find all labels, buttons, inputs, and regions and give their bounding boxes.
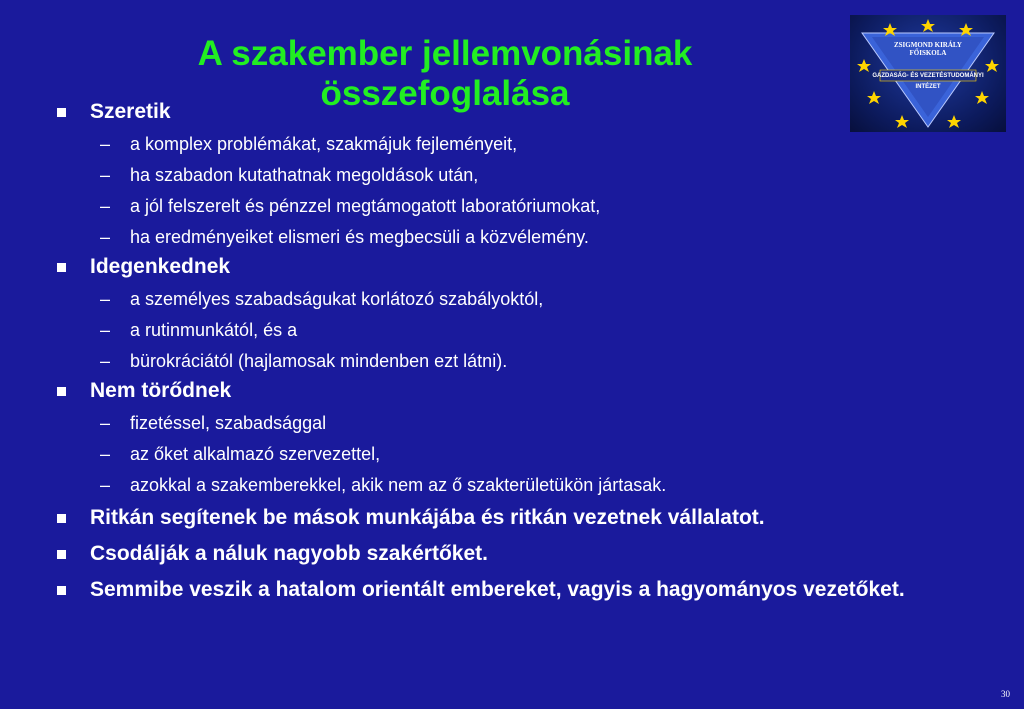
bullet-item: [50, 576, 1000, 604]
bullet-item-nem-torodnek: [50, 377, 1000, 405]
dash-icon: –: [100, 475, 111, 495]
dash-icon: –: [100, 444, 111, 464]
logo-institution-name: ZSIGMOND KIRÁLY FŐISKOLA: [893, 41, 962, 57]
logo-institute-name: GAZDASÁG- ÉS VEZETÉSTUDOMÁNYI INTÉZET: [872, 73, 984, 90]
bullet-item-szeretik: [50, 98, 1000, 126]
square-bullet-icon: [57, 586, 66, 595]
bullet-text: Semmibe veszik a hatalom orientált embereket, vagyis a hagyományos vezetőket.: [90, 578, 905, 601]
sub-item: – a rutinmunkától, és a: [50, 315, 1000, 346]
sub-item: – bürokráciától (hajlamosak mindenben ezt látni).: [50, 346, 1000, 377]
page-number: 30: [1001, 689, 1010, 699]
dash-icon: –: [100, 320, 111, 340]
dash-icon: –: [100, 413, 111, 433]
bullet-text: Csodálják a náluk nagyobb szakértőket.: [90, 542, 488, 565]
sub-item: – azokkal a szakemberekkel, akik nem az ő szakterületükön jártasak.: [50, 470, 1000, 501]
title-line-1: A szakember jellemvonásinak: [197, 34, 693, 73]
title-line-2: összefoglalása: [320, 74, 570, 113]
dash-icon: –: [100, 165, 111, 185]
square-bullet-icon: [57, 108, 66, 117]
bullet-text: Idegenkednek: [90, 255, 231, 278]
sub-item: – a személyes szabadságukat korlátozó szabályoktól,: [50, 284, 1000, 315]
dash-icon: –: [100, 134, 111, 154]
bullet-text: Ritkán segítenek be mások munkájába és ritkán vezetnek vállalatot.: [90, 506, 765, 529]
sub-item: – az őket alkalmazó szervezettel,: [50, 439, 1000, 470]
square-bullet-icon: [57, 514, 66, 523]
bullet-item: [50, 504, 1000, 532]
square-bullet-icon: [57, 387, 66, 396]
sub-item: – a komplex problémákat, szakmájuk fejleményeit,: [50, 129, 1000, 160]
dash-icon: –: [100, 196, 111, 216]
dash-icon: –: [100, 227, 111, 247]
bullet-item: [50, 540, 1000, 568]
sub-item: – fizetéssel, szabadsággal: [50, 408, 1000, 439]
bullet-text: Szeretik: [90, 100, 171, 123]
square-bullet-icon: [57, 550, 66, 559]
sub-item: – ha szabadon kutathatnak megoldások után,: [50, 160, 1000, 191]
bullet-item-idegenkednek: [50, 253, 1000, 281]
dash-icon: –: [100, 289, 111, 309]
sub-item: – ha eredményeiket elismeri és megbecsüli a közvélemény.: [50, 222, 1000, 253]
square-bullet-icon: [57, 263, 66, 272]
bullet-list: [50, 98, 1000, 604]
bullet-text: Nem törődnek: [90, 379, 232, 402]
dash-icon: –: [100, 351, 111, 371]
sub-item: – a jól felszerelt és pénzzel megtámogatott laboratóriumokat,: [50, 191, 1000, 222]
